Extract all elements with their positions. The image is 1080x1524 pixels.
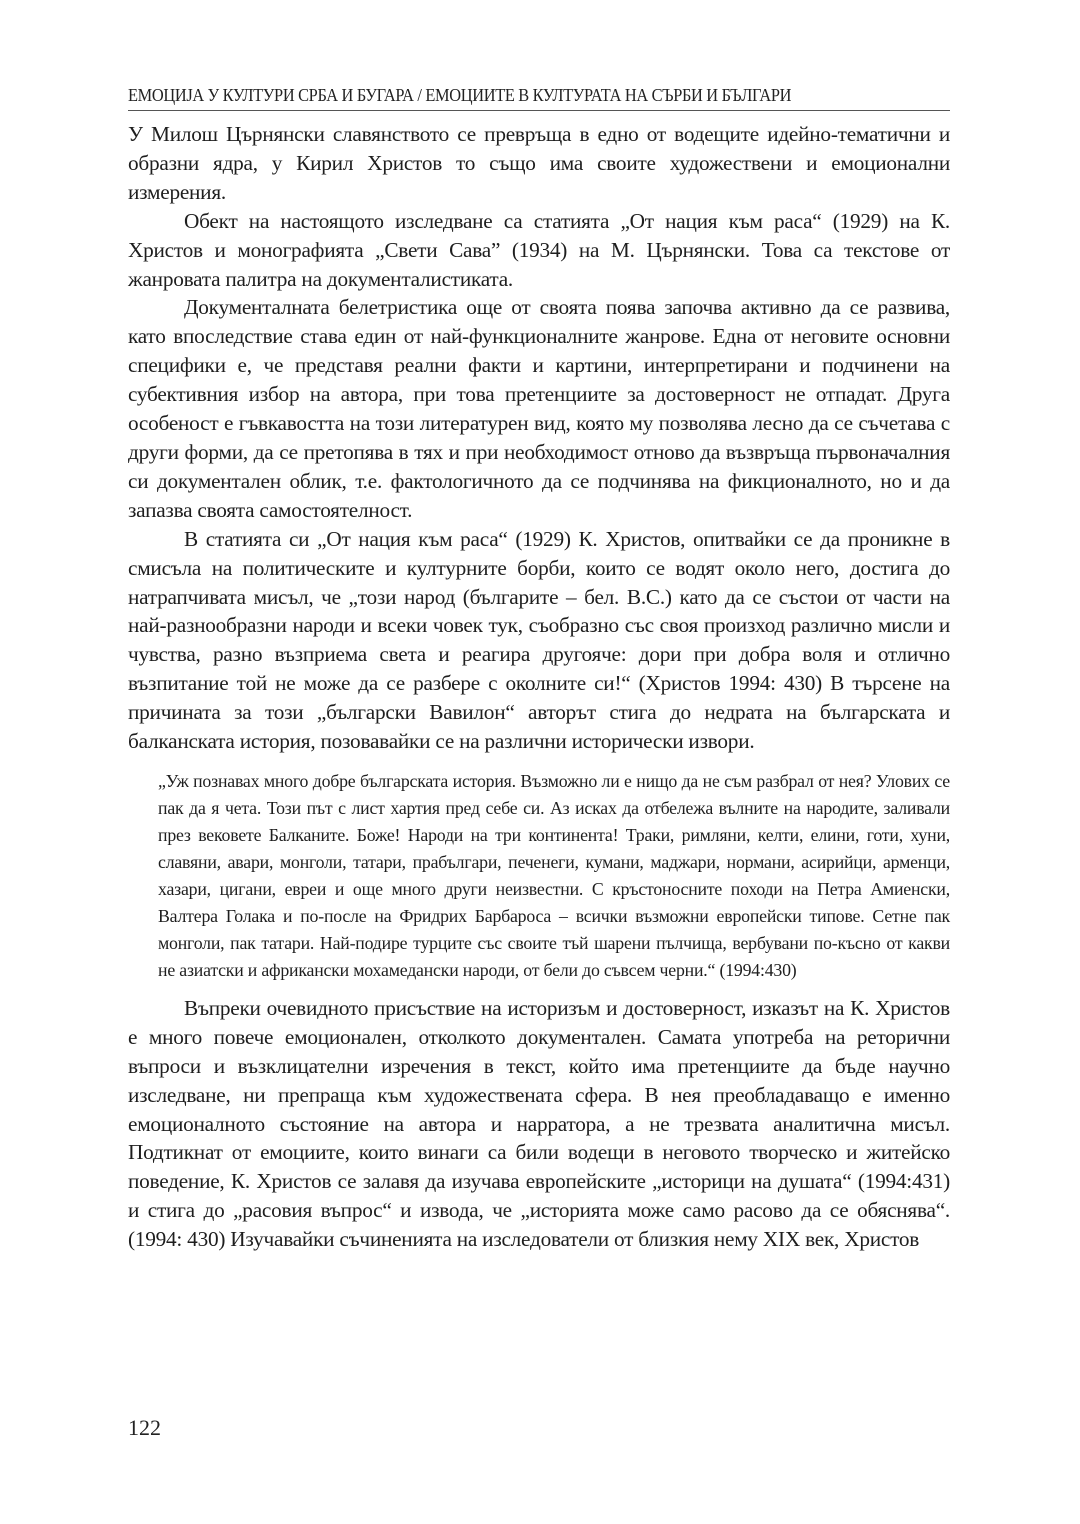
paragraph-3: Документалната белетристика още от своята поява започва активно да се развива, като впоследствие става един от най-функционалните жанрове. Една от неговите основни специфики е, че представя реални факти и картини, интерпретирани и подчинени на субективния избор на автора, при това претенциите за достоверност не отпадат. Друга особеност е гъвкавостта на този литературен вид, която му позволява лесно да се съчетава с други форми, да се претопява в тях и при необходимост отново да възвръща първоначалния си документален облик, т.е. фактологичното да се подчинява на фикционалното, но и да запазва своята самостоятелност. bbox=[128, 295, 950, 522]
block-quote: „Уж познавах много добре българската история. Възможно ли е нищо да не съм разбрал от нея? Улових се пак да я чета. Този път с лист хартия пред себе си. Аз исках да отбележа вълните на народите, заливали през вековете Балканите. Боже! Народи на три континента! Траки, римляни, келти, елини, готи, хуни, славяни, авари, монголи, татари, прабългари, печенеги, кумани, маджари, нормани, асирийци, арменци, хазари, цигани, евреи и още много други неизвестни. С кръстоносните походи на Петра Амиенски, Валтера Голака и по-после на Фридрих Барбароса – всички възможни европейски типове. Сетне пак монголи, пак татари. Най-подире турците със своите тъй шарени пълчища, вербувани по-късно от какви не азиатски и африкански мохамедански народи, от бели до съвсем черни.“ (1994:430) bbox=[158, 770, 950, 980]
body-text bbox=[128, 120, 950, 1254]
paragraph-1: У Милош Църнянски славянството се превръща в едно от водещите идейно-тематични и образни ядра, у Кирил Христов то също има своите художествени и емоционални измерения. bbox=[128, 122, 950, 204]
paragraph-4: В статията си „От нация към раса“ (1929) К. Христов, опитвайки се да проникне в смисъла на политическите и културните борби, които се водят около него, достига до натрапчивата мисъл, че „този народ (българите – бел. В.С.) като да се състои от части на най-разнообразни народи и всеки човек тук, съобразно със своя произход различно мисли и чувства, разно възприема света и реагира другояче: дори при добра воля и отлично възпитание той не може да се разбере с околните си!“ (Христов 1994: 430) В търсене на причината за този „български Вавилон“ авторът стига до недрата на българската и балканската история, позовавайки се на различни исторически извори. bbox=[128, 526, 950, 754]
page-number: 122 bbox=[128, 1415, 161, 1440]
header-rule bbox=[128, 110, 950, 111]
running-header-title: ЕМОЦИЈА У КУЛТУРИ СРБА И БУГАРА / ЕМОЦИИТЕ В КУЛТУРАТА НА СЪРБИ И БЪЛГАРИ bbox=[128, 85, 792, 105]
paragraph-5: Въпреки очевидното присъствие на историзъм и достоверност, изказът на К. Христов е много повече емоционален, отколкото документален. Самата употреба на реторични въпроси и възклицателни изречения в текст, който има претенциите да бъде научно изследване, ни препраща към художествената сфера. В нея преобладаващо е именно емоционалното състояние на автора и нарратора, а не трезвата аналитична мисъл. Подтикнат от емоциите, които винаги са били водещи в неговото творческо и житейско поведение, К. Христов се залавя да изучава европейските „историци на душата“ (1994:431) и стига до „расовия въпрос“ и извода, че „историята може само расово да се обяснява“. (1994: 430) Изучавайки съчиненията на изследователи от близкия нему XIX век, Христов bbox=[128, 995, 950, 1252]
paragraph-2: Обект на настоящото изследване са статията „От нация към раса“ (1929) на К. Христов и монографията „Свети Сава” (1934) на М. Църнянски. Това са текстове от жанровата палитра на документалистиката. bbox=[128, 208, 950, 291]
